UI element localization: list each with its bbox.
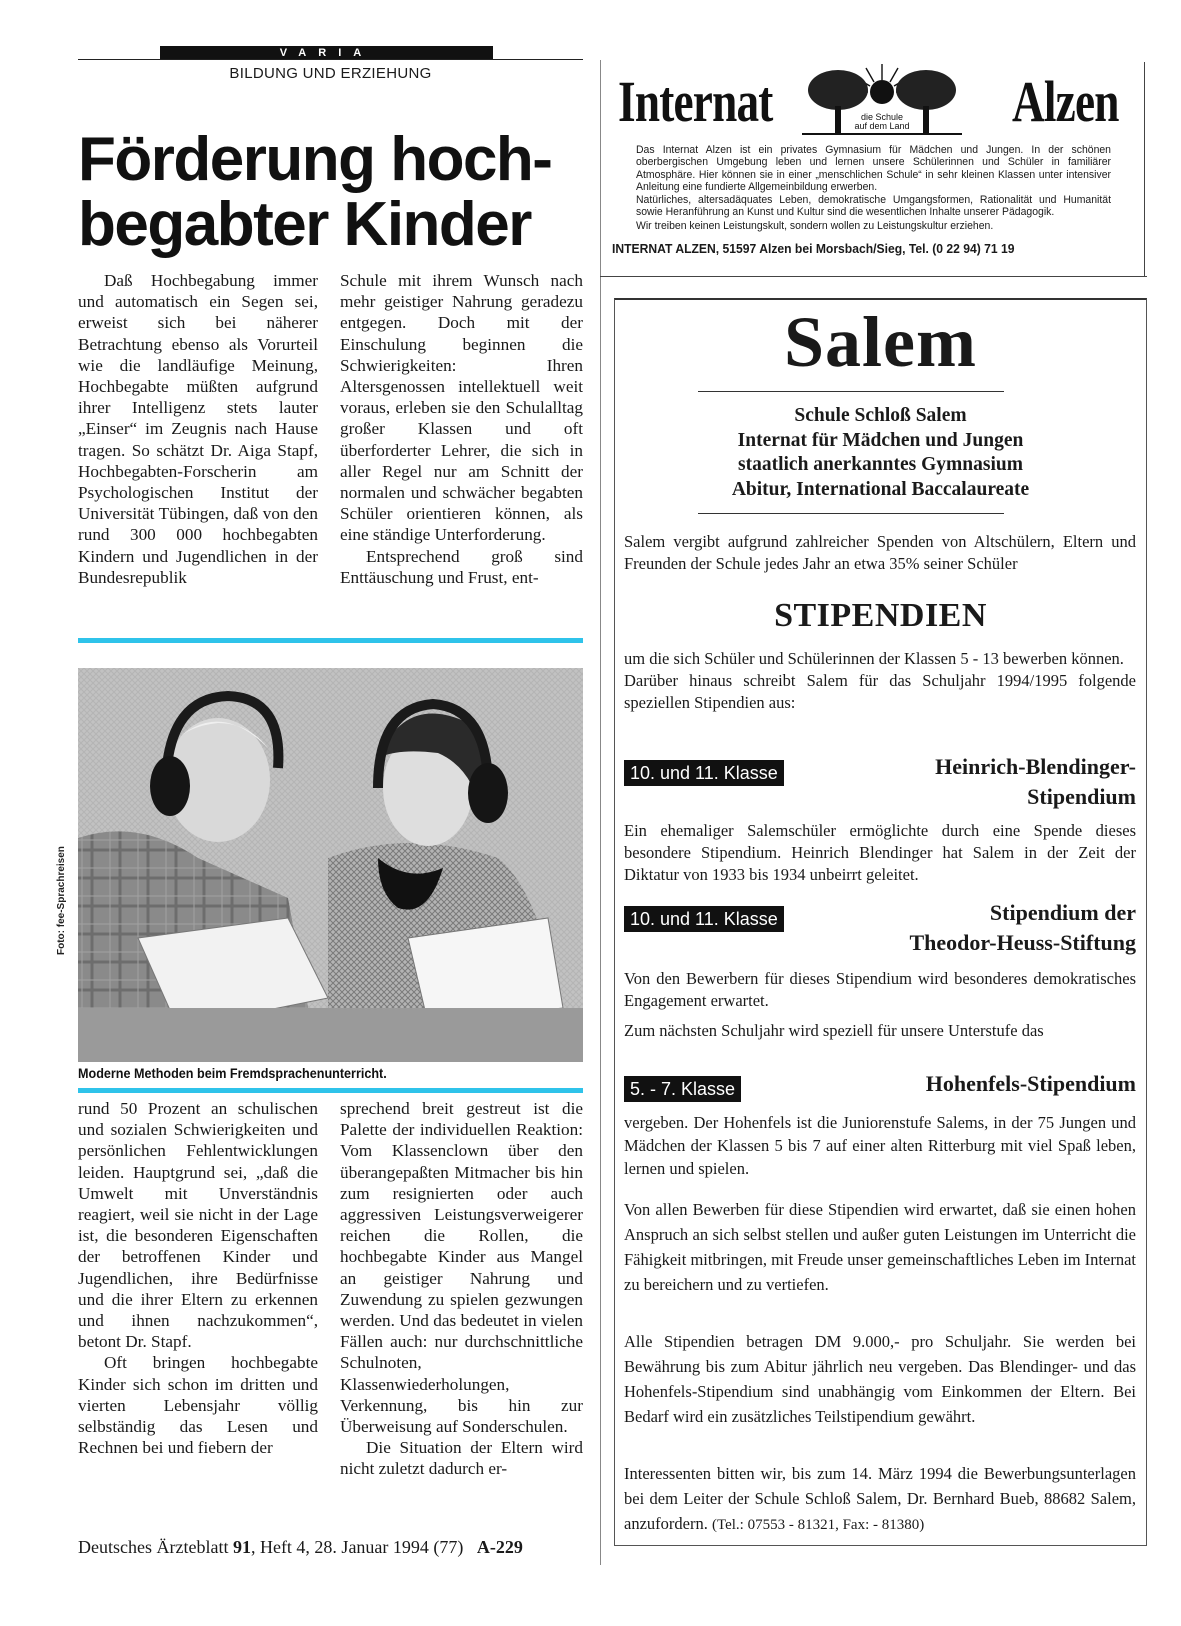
alzen-p3: Wir treiben keinen Leistungskult, sondern wollen zu Leistungskultur erziehen. bbox=[636, 219, 994, 232]
article-col2-bottom bbox=[340, 1098, 583, 1480]
stipendien-heading: STIPENDIEN bbox=[774, 597, 987, 634]
headline-line-2: begabter Kinder bbox=[78, 190, 531, 259]
logo-text-2: auf dem Land bbox=[854, 121, 910, 131]
journal-name: Deutsches Ärzteblatt bbox=[78, 1537, 229, 1557]
text-heuss-a: Von den Bewerbern für dieses Stipendium wird besonderes demokratisches Engagement erwartet. bbox=[624, 969, 1136, 1010]
column-divider bbox=[600, 60, 601, 1565]
badge-klasse-5-7: 5. - 7. Klasse bbox=[624, 1076, 741, 1102]
paragraph: Die Situation der Eltern wird nicht zuletzt dadurch er- bbox=[340, 1438, 583, 1479]
article-photo bbox=[78, 668, 583, 1062]
alzen-word-internat: Internat bbox=[618, 69, 773, 134]
text-blendinger: Ein ehemaliger Salemschüler ermöglichte durch eine Spende dieses besondere Stipendium. Heinrich Blendinger hat Salem in der Zeit der Diktatur von 1933 bis 1934 unbeirrt geleitet. bbox=[624, 821, 1136, 884]
heading-heuss-1: Stipendium der bbox=[989, 900, 1136, 925]
journal-volume: 91 bbox=[232, 1537, 251, 1557]
text-contact bbox=[624, 1461, 1136, 1538]
paragraph: Schule mit ihrem Wunsch nach mehr geistiger Nahrung geradezu entgegen. Doch mit der Einschulung beginnen die Schwierigkeiten: Ihren Altersgenossen intellektuell weit voraus, erleben sie den Schulalltag großer Klassen und oft überforderter Lehrer, die sich in aller Regel nur am Schnitt der normalen und schwächer begabten Schüler orientieren können, als eine ständige Unterforderung. bbox=[340, 271, 583, 545]
alzen-p1: Das Internat Alzen ist ein privates Gymnasium für Mädchen und Jungen. In der schönen oberbergischen Umgebung leben und lernen unsere Schülerinnen und Schüler in familiärer Atmosphäre. Hier können sie in einer „menschlichen Schule“ in sehr kleinen Klassen unter intensiver Anleitung eine fundierte Allgemeinbildung erwerben. bbox=[636, 144, 1111, 193]
accent-rule-top bbox=[78, 638, 583, 643]
paragraph: Daß Hochbegabung immer und automatisch ein Segen sei, erweist sich bei näherer Betrachtung ebenso als Vorurteil wie die landläufige Meinung, Hochbegabte müßten aufgrund ihrer Intelligenz stets lauter „Einser“ im Zeugnis nach Hause tragen. So schätzt Dr. Aiga Stapf, Hochbegabten-Forscherin am Psychologischen Institut der Universität Tübingen, daß von den rund 300 000 hochbegabten Kindern und Jugendlichen in der Bundesrepublik bbox=[78, 271, 318, 587]
paragraph: Oft bringen hochbegabte Kinder sich schon im dritten und vierten Lebensjahr völlig selbständig das Lesen und Rechnen bei und fiebern der bbox=[78, 1353, 318, 1458]
heading-hohenfels: Hohenfels-Stipendium bbox=[925, 1071, 1136, 1096]
alzen-description bbox=[636, 144, 1111, 233]
contact-numbers: (Tel.: 07553 - 81321, Fax: - 81380) bbox=[711, 1517, 925, 1533]
rubric: BILDUNG UND ERZIEHUNG bbox=[229, 65, 432, 82]
badge-klasse-10-11-a: 10. und 11. Klasse bbox=[624, 760, 784, 786]
text-heuss bbox=[624, 968, 1136, 1042]
salem-intro: Salem vergibt aufgrund zahlreicher Spenden von Altschülern, Eltern und Freunden der Schule jedes Jahr an etwa 35% seiner Schüler bbox=[624, 532, 1136, 573]
headline-line-1: Förderung hoch- bbox=[78, 125, 552, 194]
issue-date: , Heft 4, 28. Januar 1994 (77) bbox=[250, 1537, 464, 1557]
paragraph: sprechend breit gestreut ist die Palette der individuellen Reaktion: Vom Klassenclown über den überangepaßten Mitmacher bis hin zum resignierten oder auch aggressiven Leistungsverweigerer reichen die Rollen, die hochbegabte Kinder aus Mangel an geistiger Nahrung und Zuwendung zu spielen gezwungen werden. Und das bedeutet in vielen Fällen auch: nur durchschnittliche Schulnoten, Klassenwiederholungen, Verkennung, bis hin zur Überweisung auf Sonderschulen. bbox=[340, 1099, 583, 1437]
heading-blendinger-1: Heinrich-Blendinger- bbox=[935, 754, 1136, 779]
text-requirements: Von allen Bewerben für diese Stipendien wird erwartet, daß sie einen hohen Anspruch an sich selbst stellen und außer guten Leistungen im Unterricht die Fähigkeit mitbringen, mit Freude unser gemeinschaftliches Leben im Internat zu bereichern und zu vertiefen. bbox=[624, 1200, 1136, 1294]
salem-sub-3: staatlich anerkanntes Gymnasium bbox=[738, 454, 1023, 475]
alzen-p2: Natürliches, altersadäquates Leben, demokratische Umgangsformen, Rationalität und Humanität sowie Heranführung an Kunst und Kultur sind die wesentlichen Inhalte unserer Pädagogik. bbox=[636, 194, 1111, 219]
article-col1-bottom bbox=[78, 1098, 318, 1458]
heading-blendinger-2: Stipendium bbox=[1027, 784, 1136, 809]
salem-after-stip-2: Darüber hinaus schreibt Salem für das Schuljahr 1994/1995 folgende speziellen Stipendien aus: bbox=[624, 671, 1136, 712]
alzen-word-alzen: Alzen bbox=[1012, 69, 1119, 134]
text-amount: Alle Stipendien betragen DM 9.000,- pro Schuljahr. Sie werden bei Bewährung bis zum Abitur jährlich neu vergeben. Das Blendinger- und das Hohenfels-Stipendium sind unabhängig vom Einkommen der Eltern. Bei Bedarf wird ein zusätzliches Teilstipendium gewährt. bbox=[624, 1332, 1136, 1426]
salem-sub-2: Internat für Mädchen und Jungen bbox=[737, 429, 1024, 451]
heading-blendinger bbox=[820, 752, 1136, 812]
text-hohenfels: vergeben. Der Hohenfels ist die Juniorenstufe Salems, in der 75 Jungen und Mädchen der Klassen 5 bis 7 auf einer alten Ritterburg mit viel Spaß leben, lernen und spielen. bbox=[624, 1113, 1136, 1178]
article-col2-top bbox=[340, 270, 583, 588]
salem-after-stip bbox=[624, 648, 1136, 714]
accent-rule-bottom bbox=[78, 1088, 583, 1093]
salem-rule-bottom bbox=[698, 513, 1004, 514]
text-heuss-b: Zum nächsten Schuljahr wird speziell für unsere Unterstufe das bbox=[624, 1021, 1044, 1040]
trees-sun-logo bbox=[802, 62, 962, 140]
heading-heuss bbox=[820, 898, 1136, 958]
article-headline bbox=[78, 127, 583, 257]
salem-after-stip-1: um die sich Schüler und Schülerinnen der Klassen 5 - 13 bewerben können. bbox=[624, 649, 1124, 668]
salem-sub-1: Schule Schloß Salem bbox=[794, 405, 967, 426]
salem-title: Salem bbox=[784, 302, 977, 382]
paragraph: Entsprechend groß sind Enttäuschung und Frust, ent- bbox=[340, 546, 583, 587]
photo-illustration bbox=[78, 668, 583, 1062]
paragraph: rund 50 Prozent an schulischen und sozialen Schwierigkeiten und persönlichen Fehlentwicklungen leiden. Hauptgrund sei, „daß die Umwelt mit Unverständnis reagiert, weil sie nicht in der Lage ist, die besonderen Eigenschaften der betroffenen Kinder und Jugendlichen, ihre Bedürfnisse und die ihrer Eltern zu erkennen und ihnen nachzukommen“, betont Dr. Stapf. bbox=[78, 1099, 318, 1352]
alzen-bottom-rule bbox=[600, 276, 1147, 277]
heading-heuss-2: Theodor-Heuss-Stiftung bbox=[909, 930, 1136, 955]
alzen-address: INTERNAT ALZEN, 51597 Alzen bei Morsbach/Sieg, Tel. (0 22 94) 71 19 bbox=[612, 241, 1015, 256]
badge-klasse-10-11-b: 10. und 11. Klasse bbox=[624, 906, 784, 932]
page-number: A-229 bbox=[476, 1537, 523, 1557]
article-col1-top bbox=[78, 270, 318, 588]
page-footer bbox=[78, 1537, 588, 1558]
photo-caption: Moderne Methoden beim Fremdsprachenunterricht. bbox=[78, 1065, 387, 1081]
section-rule bbox=[78, 59, 583, 60]
logo-text-1: die Schule bbox=[860, 112, 904, 122]
salem-subtitle bbox=[614, 404, 1147, 502]
salem-sub-4: Abitur, International Baccalaureate bbox=[731, 478, 1030, 500]
text-apply: Interessenten bitten wir, bis zum 14. März 1994 die Bewerbungsunterlagen bei dem Leiter der Schule Schloß Salem, Dr. Bernhard Bueb, 88682 Salem, anzufordern. bbox=[624, 1464, 1136, 1533]
section-label: VARIA bbox=[160, 46, 493, 60]
salem-rule-top bbox=[698, 391, 1004, 392]
photo-credit: Foto: fee-Sprachreisen bbox=[56, 846, 67, 955]
